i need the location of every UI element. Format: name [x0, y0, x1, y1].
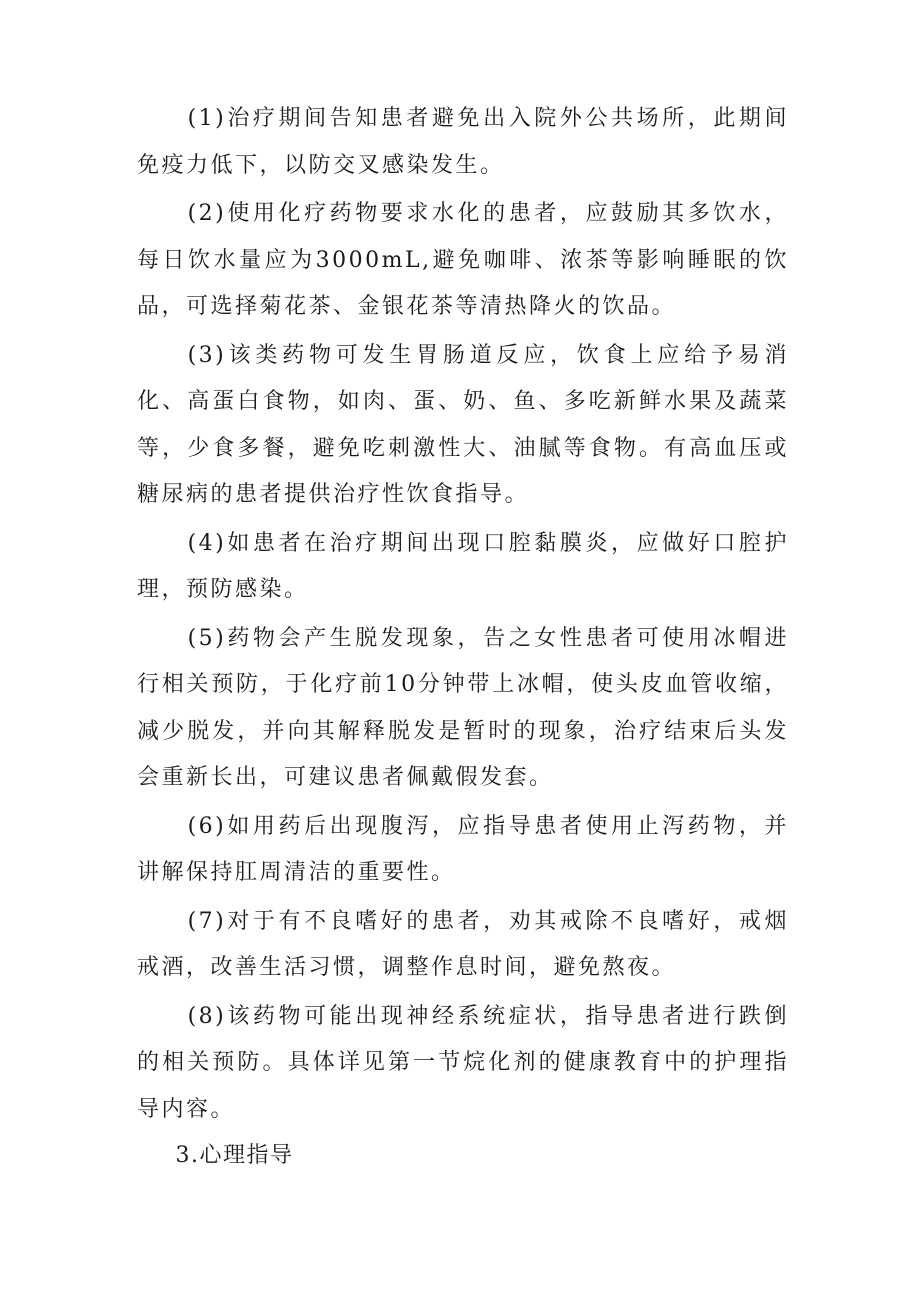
paragraph-4: (4)如患者在治疗期间出现口腔黏膜炎，应做好口腔护理，预防感染。 [137, 530, 789, 602]
paragraph-7: (7)对于有不良嗜好的患者，劝其戒除不良嗜好，戒烟戒酒，改善生活习惯，调整作息时间，避免熬夜。 [137, 908, 789, 980]
section-heading: 3.心理指导 [175, 1143, 294, 1168]
document-body [137, 96, 789, 1180]
paragraph-5: (5)药物会产生脱发现象，告之女性患者可使用冰帽进行相关预防，于化疗前10分钟带上冰帽，使头皮血管收缩，减少脱发，并向其解释脱发是暂时的现象，治疗结束后头发会重新长出，可建议患者佩戴假发套。 [137, 625, 789, 790]
paragraph-8: (8)该药物可能出现神经系统症状，指导患者进行跌倒的相关预防。具体详见第一节烷化剂的健康教育中的护理指导内容。 [137, 1003, 789, 1122]
paragraph-3: (3)该类药物可发生胃肠道反应，饮食上应给予易消化、高蛋白食物，如肉、蛋、奶、鱼、多吃新鲜水果及蔬菜等，少食多餐，避免吃刺激性大、油腻等食物。有高血压或糖尿病的患者提供治疗性饮食指导。 [137, 342, 789, 507]
paragraph-6: (6)如用药后出现腹泻，应指导患者使用止泻药物，并讲解保持肛周清洁的重要性。 [137, 813, 789, 885]
paragraph-1: (1)治疗期间告知患者避免出入院外公共场所，此期间免疫力低下，以防交叉感染发生。 [137, 106, 789, 178]
paragraph-2: (2)使用化疗药物要求水化的患者，应鼓励其多饮水，每日饮水量应为3000mL,避免咖啡、浓茶等影响睡眠的饮品，可选择菊花茶、金银花茶等清热降火的饮品。 [137, 201, 789, 319]
